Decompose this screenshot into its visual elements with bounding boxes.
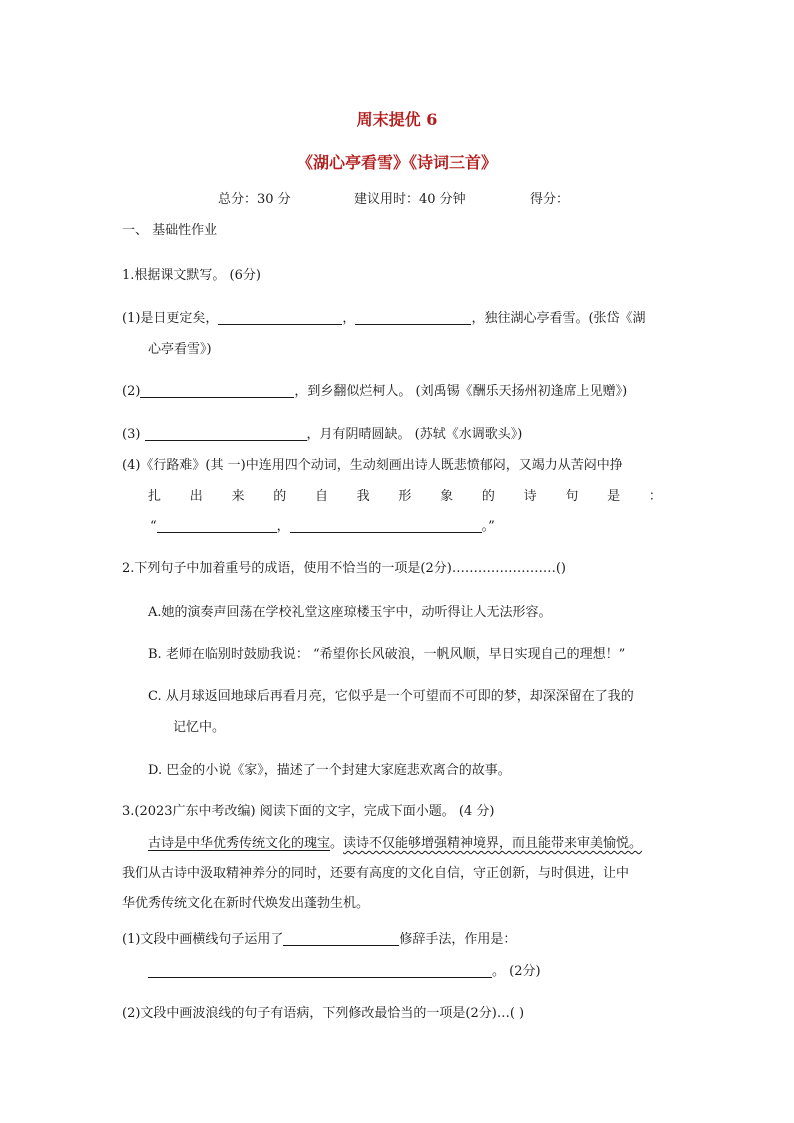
spread-char: 句 — [565, 489, 579, 504]
q1-part2: (2) ，到乡翻似烂柯人。 (刘禹锡《酬乐天扬州初逢席上见赠》) — [122, 384, 628, 399]
spread-char: 来 — [231, 489, 245, 504]
page-subtitle: 《湖心亭看雪》《诗词三首》 — [296, 153, 497, 172]
q3-sub1: (1)文段中画横线句子运用了 修辞手法，作用是： — [122, 932, 517, 947]
q2-option-a: A.她的演奏声回荡在学校礼堂这座琼楼玉宇中，动听得让人无法形容。 — [148, 605, 552, 620]
answer-blank[interactable] — [157, 518, 277, 533]
q3-passage-line1: 古诗是中华优秀传统文化的瑰宝。读诗不仅能够增强精神境界，而且能带来审美愉悦。 — [148, 836, 643, 851]
spread-char: 自 — [314, 489, 328, 504]
spread-char: 象 — [440, 489, 454, 504]
q1-part4-answer: “ ， 。” — [150, 519, 495, 534]
q1-part1-cont: 心亭看雪》) — [148, 342, 212, 357]
q3-sub2: (2)文段中画波浪线的句子有语病，下列修改最恰当的一项是(2分)…( ) — [122, 1006, 525, 1021]
total-score: 总分：30 分 — [218, 192, 291, 207]
q3-stem: 3.(2023广东中考改编) 阅读下面的文字，完成下面小题。 (4 分) — [122, 804, 495, 819]
q1-part3: (3) ，月有阴晴圆缺。 (苏轼《水调歌头》) — [122, 427, 523, 442]
wavy-underlined-sentence: 读诗不仅能够增强精神境界，而且能带来审美愉悦。 — [343, 836, 643, 851]
spread-char: 我 — [356, 489, 370, 504]
spread-char: 扎 — [148, 489, 162, 504]
q1-part4: (4)《行路难》(其 一)中连用四个动词，生动刻画出诗人既悲愤郁闷，又竭力从苦闷中挣 — [122, 458, 623, 473]
q2-stem: 2.下列句子中加着重号的成语，使用不恰当的一项是(2分)……………………() — [122, 561, 566, 576]
answer-blank[interactable] — [283, 931, 399, 946]
suggested-time: 建议用时：40 分钟 — [354, 192, 466, 207]
spread-char: 是 — [607, 489, 621, 504]
q2-option-b: B. 老师在临别时鼓励我说： “希望你长风破浪，一帆风顺，早日实现自己的理想！” — [148, 647, 626, 662]
section-heading: 一、 基础性作业 — [122, 223, 218, 238]
spread-char: 的 — [481, 489, 495, 504]
q1-part4-spread-line — [148, 485, 662, 504]
answer-blank[interactable] — [148, 963, 492, 978]
q1-part1: (1)是日更定矣， ， ，独往湖心亭看雪。(张岱《湖 — [122, 311, 646, 326]
score-field: 得分： — [530, 192, 570, 207]
q2-option-d: D. 巴金的小说《家》，描述了一个封建大家庭悲欢离合的故事。 — [148, 763, 511, 778]
q1-stem: 1.根据课文默写。 (6分) — [122, 268, 261, 283]
underlined-sentence: 古诗是中华优秀传统文化的瑰宝 — [148, 836, 331, 851]
answer-blank[interactable] — [145, 426, 307, 441]
spread-char: ： — [648, 489, 662, 504]
answer-blank[interactable] — [218, 310, 342, 325]
q3-sub1-answer: 。 (2分) — [148, 960, 541, 979]
spread-char: 诗 — [523, 489, 537, 504]
answer-blank[interactable] — [140, 383, 294, 398]
q3-passage-line3: 华优秀传统文化在新时代焕发出蓬勃生机。 — [122, 896, 370, 911]
spread-char: 形 — [398, 489, 412, 504]
answer-blank[interactable] — [290, 518, 482, 533]
q3-passage-line2: 我们从古诗中汲取精神养分的同时，还要有高度的文化自信，守正创新，与时俱进，让中 — [122, 866, 630, 881]
page-title: 周末提优 6 — [356, 110, 438, 129]
spread-char: 的 — [273, 489, 287, 504]
q2-option-c-cont: 记忆中。 — [173, 720, 226, 735]
answer-blank[interactable] — [355, 310, 471, 325]
q2-option-c: C. 从月球返回地球后再看月亮，它似乎是一个可望而不可即的梦，却深深留在了我的 — [148, 689, 634, 704]
spread-char: 出 — [189, 489, 203, 504]
